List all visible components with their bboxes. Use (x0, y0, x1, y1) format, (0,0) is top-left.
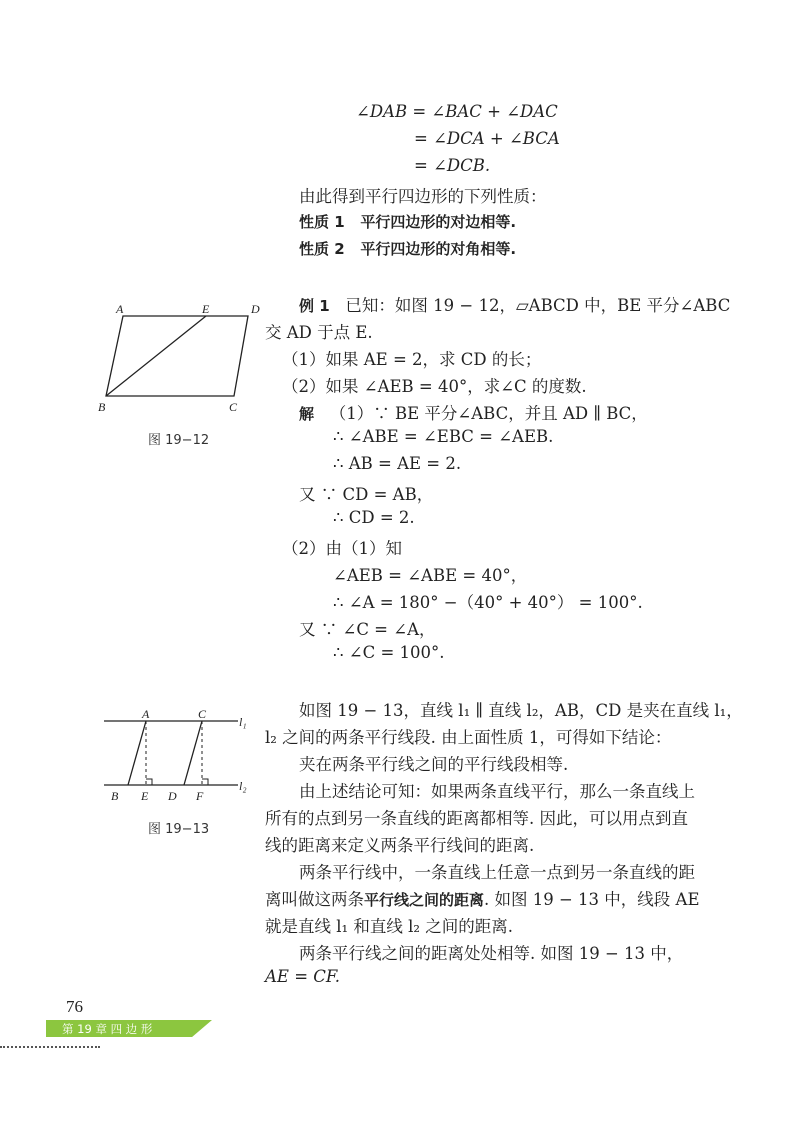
solution-line-1 (299, 400, 648, 424)
figure-19-13 (96, 705, 256, 805)
property-1-label: 性质 1 (299, 213, 345, 231)
proof-line-3: = ∠DCB. (414, 156, 491, 175)
question-2: （2）如果 ∠AEB = 40°，求∠C 的度数. (282, 377, 587, 396)
right-angle-f (202, 779, 208, 785)
label-f: F (196, 789, 204, 803)
label-a: A (142, 707, 150, 721)
body-conclusion: 夹在两条平行线之间的平行线段相等. (299, 755, 569, 774)
body-p2b: 所有的点到另一条直线的距离都相等. 因此，可以用点到直 (265, 809, 688, 828)
segment-cd (184, 721, 202, 785)
properties-intro: 由此得到平行四边形的下列性质： (299, 187, 547, 206)
proof-line-1: ∠DAB = ∠BAC + ∠DAC (356, 102, 558, 121)
parallelogram-abcd (106, 316, 248, 396)
example-1-statement (299, 292, 730, 316)
solution-step-2: ∴ ∠ABE = ∠EBC = ∠AEB. (333, 427, 554, 446)
label-b: B (111, 789, 119, 803)
figure-19-12 (96, 300, 266, 420)
right-angle-e (146, 779, 152, 785)
solution-step-6: （2）由（1）知 (282, 539, 402, 558)
label-l1: l₁ (239, 715, 247, 729)
page-number: 76 (66, 997, 83, 1016)
solution-step-9: 又 ∵ ∠C = ∠A， (299, 620, 436, 639)
figure-19-13-caption: 图 19−13 (148, 822, 210, 837)
body-p4b: AE = CF. (265, 967, 341, 986)
label-a: A (116, 302, 124, 316)
example-1-stmt-2: 交 AD 于点 E. (265, 323, 373, 342)
body-p2c: 线的距离来定义两条平行线间的距离. (265, 836, 535, 855)
label-c: C (198, 707, 207, 721)
body-p3a: 两条平行线中，一条直线上任意一点到另一条直线的距 (299, 863, 695, 882)
property-2-label: 性质 2 (299, 240, 345, 258)
body-p3b-post: . 如图 19 − 13 中，线段 AE (484, 890, 700, 909)
property-2-text: 平行四边形的对角相等. (360, 240, 517, 258)
solution-step-5: ∴ CD = 2. (333, 508, 415, 527)
solution-label: 解 (299, 405, 315, 423)
question-1: （1）如果 AE = 2，求 CD 的长； (282, 350, 542, 369)
label-l2: l₂ (239, 779, 247, 793)
solution-step-8: ∴ ∠A = 180° −（40° + 40°） = 100°. (333, 593, 643, 612)
solution-step-4: 又 ∵ CD = AB， (299, 485, 434, 504)
body-p1a: 如图 19 − 13，直线 l₁ ∥ 直线 l₂，AB，CD 是夹在直线 l₁， (299, 701, 743, 720)
proof-line-2: = ∠DCA + ∠BCA (414, 129, 560, 148)
label-e: E (202, 302, 210, 316)
solution-step-10: ∴ ∠C = 100°. (333, 643, 445, 662)
figure-19-12-caption: 图 19−12 (148, 433, 210, 448)
definition-term: 平行线之间的距离 (364, 891, 485, 909)
body-p3b-pre: 离叫做这两条 (265, 890, 364, 909)
footer-dotted-rule (0, 1046, 100, 1048)
body-p3b (265, 886, 700, 910)
body-p2a: 由上述结论可知：如果两条直线平行，那么一条直线上 (299, 782, 695, 801)
label-e: E (141, 789, 149, 803)
segment-ab (128, 721, 146, 785)
solution-step-1: （1）∵ BE 平分∠ABC，并且 AD ∥ BC， (329, 404, 648, 423)
label-d: D (251, 302, 260, 316)
property-1 (299, 211, 516, 232)
label-b: B (98, 400, 106, 414)
chapter-label: 第 19 章 四 边 形 (62, 1022, 153, 1036)
example-1-label: 例 1 (299, 297, 330, 315)
property-1-text: 平行四边形的对边相等. (360, 213, 517, 231)
body-p3c: 就是直线 l₁ 和直线 l₂ 之间的距离. (265, 917, 514, 936)
example-1-stmt-1: 已知：如图 19 − 12，▱ABCD 中，BE 平分∠ABC (345, 296, 731, 315)
label-c: C (229, 400, 238, 414)
solution-step-3: ∴ AB = AE = 2. (333, 454, 462, 473)
property-2 (299, 238, 516, 259)
solution-step-7: ∠AEB = ∠ABE = 40°， (333, 566, 528, 585)
body-p4a: 两条平行线之间的距离处处相等. 如图 19 − 13 中， (299, 944, 684, 963)
body-p1b: l₂ 之间的两条平行线段. 由上面性质 1，可得如下结论： (265, 728, 672, 747)
label-d: D (168, 789, 177, 803)
